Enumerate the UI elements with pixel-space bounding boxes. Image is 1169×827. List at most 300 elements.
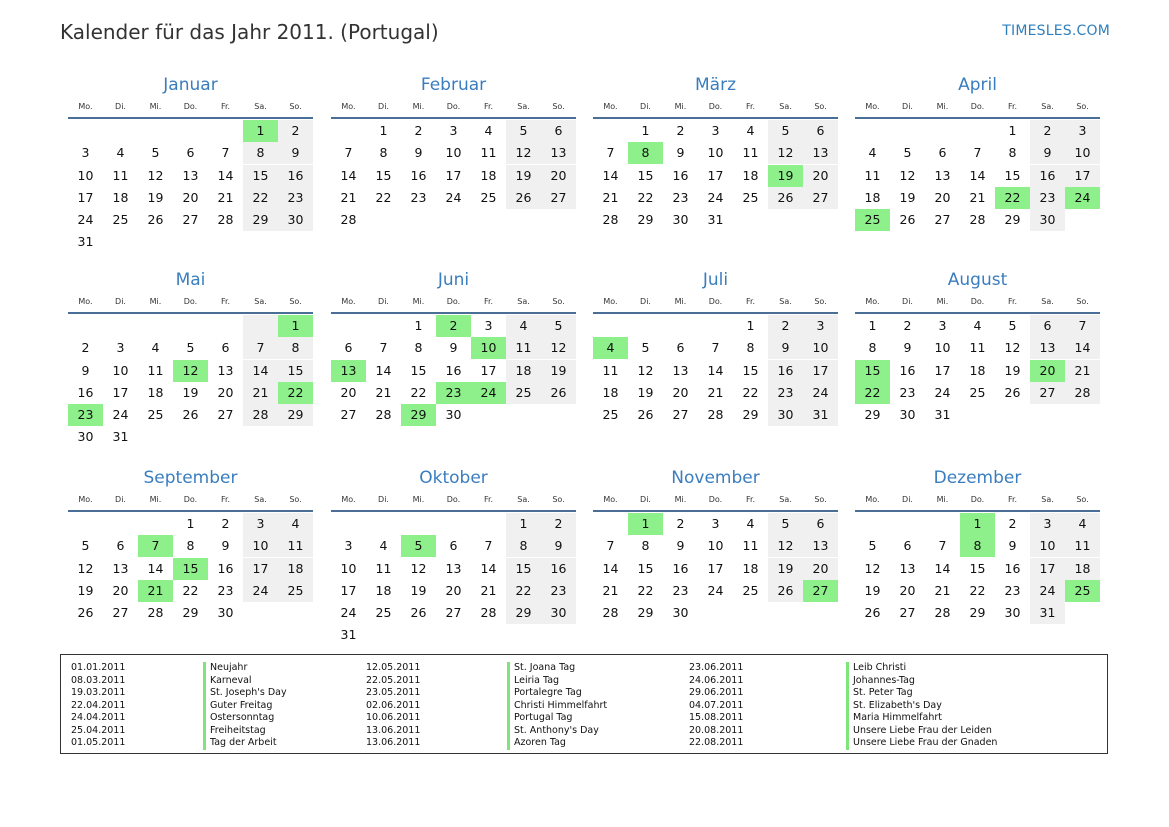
month-title: Januar [163,75,218,95]
empty-day-cell [890,120,925,142]
day-cell: 13 [217,362,234,378]
empty-day-cell [925,120,960,142]
day-cell: 5 [903,145,912,161]
empty-day-cell [471,404,506,426]
weekday-label: Mi. [674,102,687,111]
holiday-day-cell: 24 [1065,187,1100,209]
weekday-label: Mi. [412,297,425,306]
day-cell: 5 [868,538,877,554]
week-row [331,513,576,535]
holiday-date: 22.08.2011 [689,737,744,748]
empty-day-cell [803,209,838,231]
day-cell: 27 [340,407,357,423]
holiday-name: Christi Himmelfahrt [507,700,607,713]
empty-day-cell [995,404,1030,426]
holiday-name: St. Joana Tag [507,662,607,675]
day-cell: 7 [221,145,230,161]
empty-day-cell [1065,209,1100,231]
weekday-header [331,294,576,314]
empty-day-cell [1065,404,1100,426]
day-cell: 6 [344,340,353,356]
week-row [855,315,1100,337]
weekday-label: Di. [115,102,126,111]
weekday-label: Sa. [1041,297,1054,306]
day-cell: 23 [1030,187,1065,209]
day-cell: 18 [864,189,881,205]
holiday-day-cell: 21 [138,580,173,602]
empty-day-cell [243,315,278,337]
holiday-day-cell: 8 [960,535,995,557]
weekday-label: Do. [708,102,723,111]
day-cell: 18 [506,360,541,382]
holiday-day-cell: 10 [471,337,506,359]
week-row [331,165,576,187]
day-cell: 27 [541,187,576,209]
day-cell: 11 [278,535,313,557]
day-cell: 16 [672,167,689,183]
holiday-date: 22.04.2011 [71,699,126,711]
day-cell: 24 [77,212,94,228]
empty-day-cell [103,513,138,535]
month-november [593,467,838,624]
weekday-label: Do. [183,297,198,306]
day-cell: 25 [969,384,986,400]
weekday-label: Mo. [341,495,356,504]
empty-day-cell [103,231,138,253]
day-cell: 10 [707,538,724,554]
holiday-day-cell: 4 [593,337,628,359]
day-cell: 3 [449,123,458,138]
weekday-label: So. [552,102,565,111]
day-cell: 30 [541,602,576,624]
week-row [593,360,838,382]
day-cell: 15 [243,165,278,187]
month-title: April [958,75,997,95]
empty-day-cell [436,209,471,231]
weekday-label: Mo. [341,297,356,306]
weekday-label: So. [814,495,827,504]
day-cell: 17 [480,362,497,378]
day-cell: 1 [506,513,541,535]
day-cell: 24 [707,582,724,598]
day-cell: 26 [410,605,427,621]
day-cell: 28 [707,407,724,423]
day-cell: 10 [445,145,462,161]
weekday-label: Mi. [674,495,687,504]
weekday-label: So. [289,297,302,306]
weekday-label: Do. [708,495,723,504]
weekday-label: So. [814,102,827,111]
day-cell: 6 [803,120,838,142]
day-cell: 12 [541,337,576,359]
day-cell: 11 [1065,535,1100,557]
empty-day-cell [243,426,278,448]
site-link[interactable]: TIMESLES.COM [1002,23,1110,39]
day-cell: 7 [243,337,278,359]
holiday-day-cell: 8 [628,142,663,164]
empty-day-cell [593,120,628,142]
month-title: Dezember [933,468,1022,488]
day-cell: 26 [147,212,164,228]
day-cell: 17 [803,360,838,382]
weekday-label: Di. [378,297,389,306]
week-row [593,315,838,337]
empty-day-cell [471,624,506,646]
day-cell: 24 [934,384,951,400]
empty-day-cell [698,315,733,337]
day-cell: 19 [864,582,881,598]
day-cell: 27 [217,407,234,423]
day-cell: 22 [637,189,654,205]
day-cell: 13 [803,535,838,557]
weekday-header [68,294,313,314]
day-cell: 20 [445,582,462,598]
day-cell: 29 [278,404,313,426]
day-cell: 17 [77,189,94,205]
weekday-label: So. [552,297,565,306]
day-cell: 16 [445,362,462,378]
day-cell: 25 [602,407,619,423]
holiday-date: 22.05.2011 [366,674,421,686]
empty-day-cell [1030,404,1065,426]
month-juli [593,269,838,426]
empty-day-cell [541,404,576,426]
holiday-name: Unsere Liebe Frau der Gnaden [846,737,997,750]
day-cell: 30 [77,429,94,445]
day-cell: 2 [81,340,90,356]
day-cell: 6 [541,120,576,142]
day-cell: 26 [768,580,803,602]
holiday-day-cell: 20 [1030,360,1065,382]
day-cell: 3 [344,538,353,554]
empty-day-cell [1065,602,1100,624]
weekday-label: Do. [183,495,198,504]
day-cell: 23 [672,189,689,205]
day-cell: 16 [217,560,234,576]
day-cell: 14 [147,560,164,576]
weekday-label: So. [814,297,827,306]
holiday-day-cell: 13 [331,360,366,382]
day-cell: 14 [707,362,724,378]
holiday-day-cell: 7 [138,535,173,557]
week-row [855,187,1100,209]
day-cell: 4 [746,123,755,138]
day-cell: 24 [340,605,357,621]
day-cell: 22 [637,582,654,598]
holiday-name: St. Elizabeth's Day [846,700,997,713]
page-title: Kalender für das Jahr 2011. (Portugal) [60,20,439,44]
day-cell: 18 [147,384,164,400]
day-cell: 22 [506,580,541,602]
day-cell: 15 [742,362,759,378]
day-cell: 19 [506,165,541,187]
week-row [593,120,838,142]
week-row [68,120,313,142]
weekday-label: Fr. [1007,297,1018,306]
day-cell: 19 [77,582,94,598]
day-cell: 11 [742,145,759,161]
empty-day-cell [890,513,925,535]
day-cell: 14 [217,167,234,183]
empty-day-cell [471,513,506,535]
day-cell: 22 [375,189,392,205]
holiday-day-cell: 12 [173,360,208,382]
empty-day-cell [103,120,138,142]
day-cell: 17 [707,560,724,576]
month-juni [331,269,576,426]
weekday-label: Di. [115,297,126,306]
day-cell: 21 [340,189,357,205]
day-cell: 7 [711,340,720,356]
week-row [68,209,313,231]
week-row [593,535,838,557]
holiday-day-cell: 1 [243,120,278,142]
day-cell: 30 [672,605,689,621]
empty-day-cell [593,315,628,337]
holiday-day-cell: 1 [628,513,663,535]
weekday-label: Mi. [412,495,425,504]
day-cell: 25 [375,605,392,621]
day-cell: 21 [934,582,951,598]
day-cell: 4 [484,123,493,138]
holiday-day-cell: 23 [68,404,103,426]
holiday-date: 10.06.2011 [366,712,421,723]
day-cell: 28 [480,605,497,621]
empty-day-cell [436,513,471,535]
day-cell: 18 [602,384,619,400]
week-row [593,165,838,187]
weekday-label: So. [552,495,565,504]
day-cell: 19 [899,189,916,205]
day-cell: 12 [77,560,94,576]
month-title: Juli [702,270,729,290]
day-cell: 13 [445,560,462,576]
holiday-name: Unsere Liebe Frau der Leiden [846,725,997,738]
day-cell: 23 [768,382,803,404]
day-cell: 19 [410,582,427,598]
holiday-day-cell: 2 [436,315,471,337]
holiday-name: St. Anthony's Day [507,725,607,738]
weekday-label: So. [289,495,302,504]
day-cell: 11 [480,145,497,161]
weekday-header [68,99,313,119]
day-cell: 5 [506,120,541,142]
day-cell: 13 [934,167,951,183]
weekday-label: Fr. [745,102,756,111]
day-cell: 19 [1004,362,1021,378]
empty-day-cell [628,315,663,337]
day-cell: 25 [480,189,497,205]
day-cell: 26 [864,605,881,621]
week-row [593,209,838,231]
week-row [331,580,576,602]
holiday-date: 04.07.2011 [689,699,744,711]
day-cell: 1 [746,318,755,333]
holiday-name-column [507,662,607,750]
day-cell: 26 [77,605,94,621]
day-cell: 1 [1008,123,1017,138]
weekday-label: Fr. [1007,495,1018,504]
holiday-name-column [203,662,287,750]
week-row [855,404,1100,426]
day-cell: 29 [637,605,654,621]
day-cell: 2 [541,513,576,535]
empty-day-cell [243,602,278,624]
day-cell: 4 [151,340,160,356]
empty-day-cell [366,209,401,231]
empty-day-cell [278,231,313,253]
day-cell: 4 [379,538,388,554]
day-cell: 9 [903,340,912,356]
weekday-label: Sa. [1041,102,1054,111]
week-row [331,602,576,624]
weekday-label: Sa. [779,495,792,504]
month-september [68,467,313,624]
day-cell: 27 [899,605,916,621]
day-cell: 20 [182,189,199,205]
day-cell: 7 [344,145,353,161]
empty-day-cell [68,513,103,535]
weekday-label: Do. [446,495,461,504]
week-row [593,382,838,404]
weekday-label: Mo. [603,297,618,306]
empty-day-cell [366,624,401,646]
weekday-label: Di. [640,297,651,306]
day-cell: 15 [506,558,541,580]
day-cell: 9 [1030,142,1065,164]
empty-day-cell [331,513,366,535]
weekday-label: Sa. [254,102,267,111]
day-cell: 21 [480,582,497,598]
day-cell: 24 [445,189,462,205]
day-cell: 16 [541,558,576,580]
day-cell: 5 [186,340,195,356]
weekday-label: Di. [640,102,651,111]
day-cell: 14 [243,360,278,382]
day-cell: 3 [711,123,720,138]
holiday-day-cell: 29 [401,404,436,426]
day-cell: 9 [278,142,313,164]
day-cell: 16 [1030,165,1065,187]
empty-day-cell [103,315,138,337]
empty-day-cell [208,120,243,142]
day-cell: 3 [484,318,493,333]
day-cell: 7 [606,145,615,161]
day-cell: 20 [803,558,838,580]
day-cell: 7 [973,145,982,161]
day-cell: 13 [112,560,129,576]
day-cell: 31 [77,234,94,250]
month-title: März [695,75,736,95]
holiday-date-column [366,662,420,750]
day-cell: 3 [81,145,90,161]
weekday-label: Di. [378,495,389,504]
weekday-header [331,99,576,119]
day-cell: 30 [768,404,803,426]
weekday-label: Mi. [674,297,687,306]
day-cell: 13 [803,142,838,164]
day-cell: 29 [864,407,881,423]
empty-day-cell [733,602,768,624]
day-cell: 26 [899,212,916,228]
day-cell: 20 [112,582,129,598]
empty-day-cell [138,426,173,448]
day-cell: 20 [934,189,951,205]
weekday-header [68,492,313,512]
day-cell: 6 [221,340,230,356]
week-row [68,360,313,382]
month-oktober [331,467,576,647]
weekday-label: Mo. [865,495,880,504]
week-row [593,558,838,580]
week-row [331,315,576,337]
week-row [593,404,838,426]
empty-day-cell [243,231,278,253]
day-cell: 27 [445,605,462,621]
day-cell: 28 [147,605,164,621]
day-cell: 27 [182,212,199,228]
week-row [331,209,576,231]
empty-day-cell [855,120,890,142]
day-cell: 29 [637,212,654,228]
day-cell: 2 [768,315,803,337]
week-row [855,558,1100,580]
day-cell: 22 [742,384,759,400]
weekday-label: Do. [446,102,461,111]
holiday-date: 24.06.2011 [689,674,744,686]
day-cell: 9 [768,337,803,359]
day-cell: 2 [221,516,230,531]
day-cell: 6 [449,538,458,554]
day-cell: 10 [803,337,838,359]
empty-day-cell [138,513,173,535]
day-cell: 8 [868,340,877,356]
day-cell: 2 [414,123,423,138]
week-row [331,142,576,164]
weekday-label: Mo. [78,297,93,306]
day-cell: 26 [506,187,541,209]
day-cell: 26 [637,407,654,423]
day-cell: 19 [637,384,654,400]
day-cell: 22 [410,384,427,400]
day-cell: 26 [541,382,576,404]
weekday-label: Mo. [603,495,618,504]
day-cell: 21 [602,189,619,205]
week-row [593,187,838,209]
day-cell: 3 [711,516,720,531]
holiday-name: Azoren Tag [507,737,607,750]
empty-day-cell [698,602,733,624]
day-cell: 11 [969,340,986,356]
holiday-day-cell: 22 [855,382,890,404]
day-cell: 21 [707,384,724,400]
empty-day-cell [506,209,541,231]
holiday-name: Neujahr [203,662,287,675]
day-cell: 11 [112,167,129,183]
day-cell: 13 [541,142,576,164]
holiday-name: Leiria Tag [507,675,607,688]
weekday-label: Mi. [149,495,162,504]
empty-day-cell [401,624,436,646]
day-cell: 24 [707,189,724,205]
day-cell: 14 [602,560,619,576]
day-cell: 17 [934,362,951,378]
day-cell: 27 [803,187,838,209]
day-cell: 15 [637,560,654,576]
holiday-date: 29.06.2011 [689,687,744,698]
day-cell: 31 [707,212,724,228]
holiday-day-cell: 23 [436,382,471,404]
